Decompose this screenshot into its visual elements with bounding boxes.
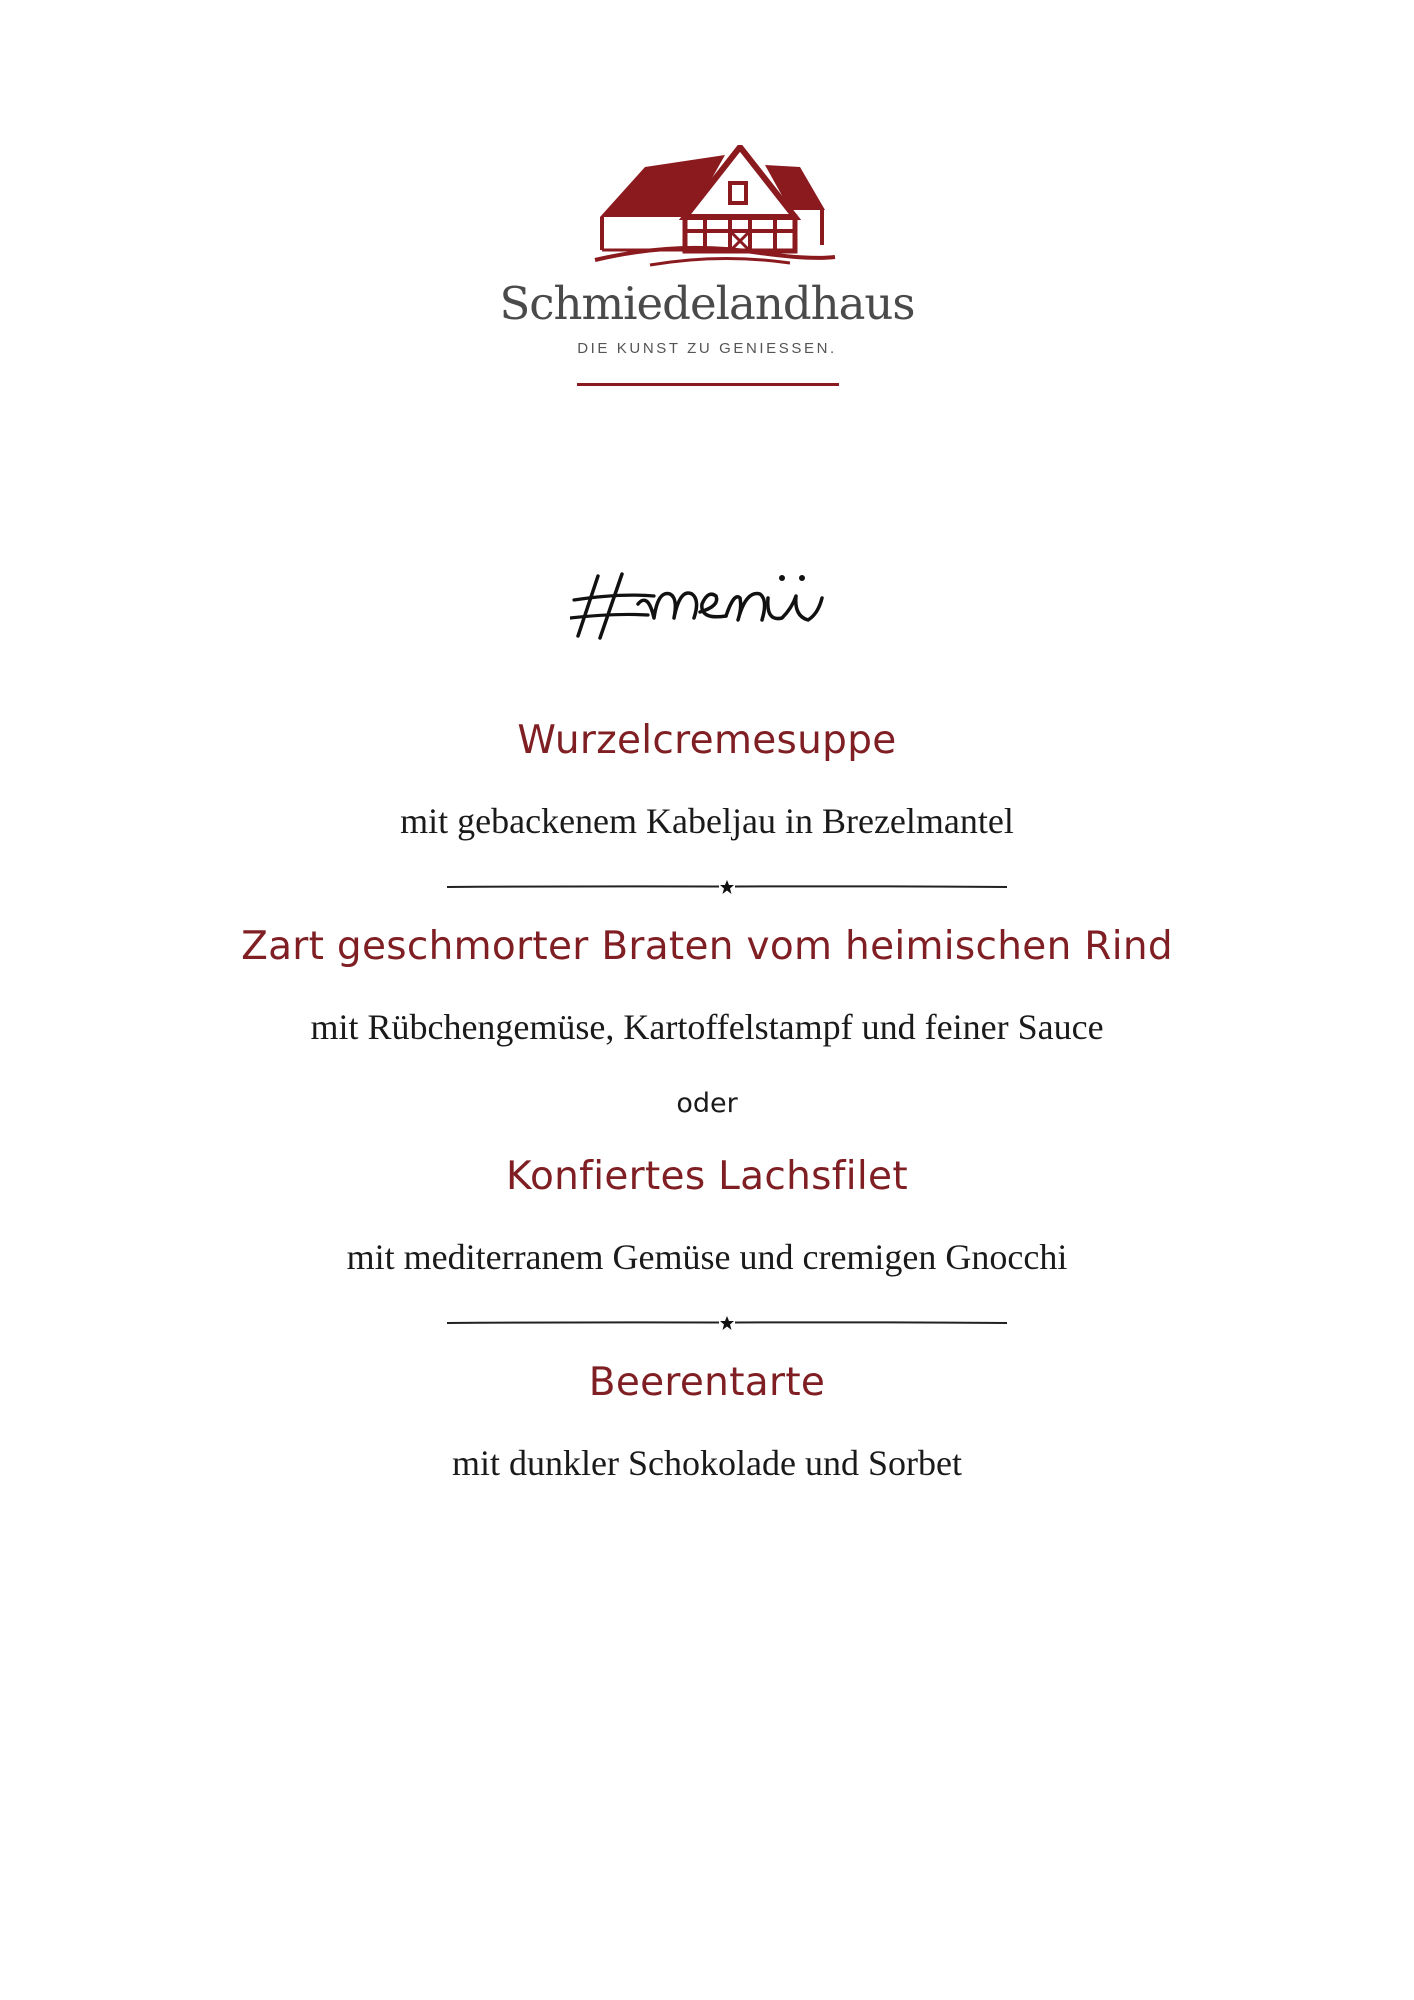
star-icon (720, 880, 734, 894)
course-title-1: Wurzelcremesuppe (517, 718, 897, 763)
course-title-3: Konfiertes Lachsfilet (506, 1154, 908, 1199)
course-description-3: mit mediterranem Gemüse und cremigen Gnocchi (346, 1237, 1068, 1277)
logo-underline (577, 383, 839, 386)
course-title-4: Beerentarte (588, 1360, 826, 1405)
menu-script-heading (570, 558, 860, 648)
logo-wordmark: Schmiedelandhaus (499, 277, 915, 330)
restaurant-logo (0, 145, 1414, 395)
course-description-2: mit Rübchengemüse, Kartoffelstampf und feiner Sauce (310, 1007, 1104, 1047)
house-logo-icon (590, 145, 840, 275)
course-description-1: mit gebackenem Kabeljau in Brezelmantel (400, 801, 1014, 841)
course-description-4: mit dunkler Schokolade und Sorbet (452, 1443, 962, 1483)
logo-tagline: DIE KUNST ZU GENIESSEN. (577, 340, 837, 357)
course-title-2: Zart geschmorter Braten vom heimischen Rind (241, 924, 1173, 969)
star-icon (720, 1316, 734, 1330)
course-alternative-label: oder (676, 1088, 738, 1119)
course-divider (447, 1313, 1007, 1333)
course-divider (447, 877, 1007, 897)
